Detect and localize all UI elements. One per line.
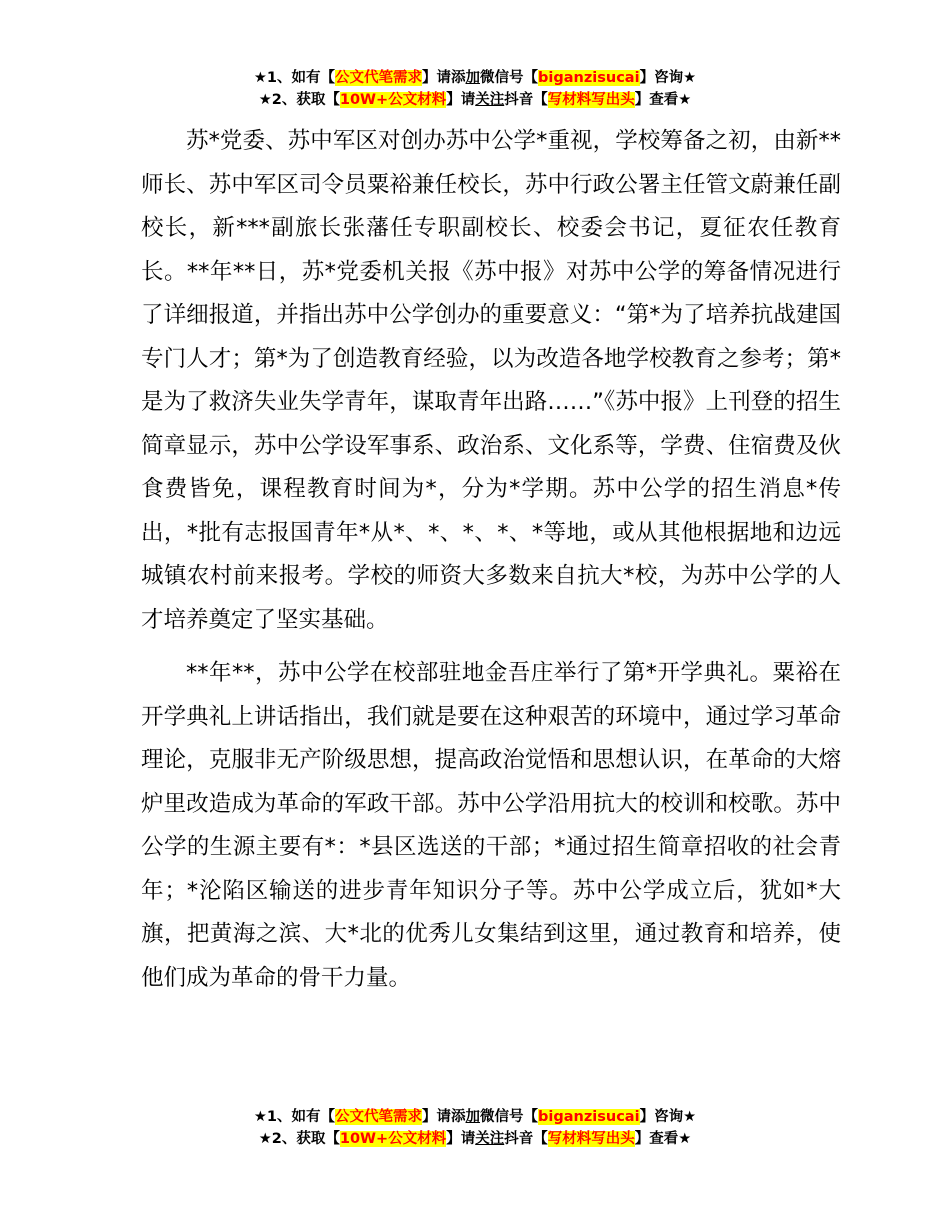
banner-underlined-text: 关注 bbox=[475, 1131, 505, 1147]
banner-highlight: 公文代笔需求 bbox=[335, 70, 423, 86]
banner-text: ★2、获取【 bbox=[258, 1131, 340, 1147]
banner-highlight: biganzisucai bbox=[538, 1109, 640, 1125]
footer-banner bbox=[0, 1106, 950, 1150]
banner-text: 微信号【 bbox=[480, 1109, 539, 1125]
banner-highlight: 写材料写出头 bbox=[547, 92, 635, 108]
banner-highlight: 10W+公文材料 bbox=[339, 92, 447, 108]
banner-text: 】请添 bbox=[422, 70, 466, 86]
banner-text: 】查看★ bbox=[634, 1131, 692, 1147]
banner-line-2 bbox=[0, 89, 950, 111]
banner-text: 】咨询★ bbox=[639, 1109, 697, 1125]
banner-underlined-text: 加 bbox=[465, 1109, 481, 1125]
banner-text: ★2、获取【 bbox=[258, 92, 340, 108]
banner-text: ★1、如有【 bbox=[253, 70, 336, 86]
banner-text: 】咨询★ bbox=[639, 70, 697, 86]
banner-text: 微信号【 bbox=[480, 70, 539, 86]
banner-text: 】请 bbox=[446, 92, 476, 108]
banner-text: 】查看★ bbox=[634, 92, 692, 108]
banner-underlined-text: 加 bbox=[465, 70, 481, 86]
banner-line-1 bbox=[0, 67, 950, 89]
header-banner bbox=[0, 67, 950, 111]
article-body bbox=[141, 120, 841, 1000]
banner-underlined-text: 关注 bbox=[475, 92, 505, 108]
banner-line-1 bbox=[0, 1106, 950, 1128]
banner-text: 】请添 bbox=[422, 1109, 466, 1125]
banner-highlight: 写材料写出头 bbox=[547, 1131, 635, 1147]
article-paragraph-1: 苏*党委、苏中军区对创办苏中公学*重视，学校筹备之初，由新**师长、苏中军区司令员粟裕兼任校长，苏中行政公署主任管文蔚兼任副校长，新***副旅长张藩任专职副校长、校委会书记，夏征农任教育长。**年**日，苏*党委机关报《苏中报》对苏中公学的筹备情况进行了详细报道，并指出苏中公学创办的重要意义：“第*为了培养抗战建国专门人才；第*为了创造教育经验，以为改造各地学校教育之参考；第*是为了救济失业失学青年，谋取青年出路……”《苏中报》上刊登的招生简章显示，苏中公学设军事系、政治系、文化系等，学费、住宿费及伙食费皆免，课程教育时间为*，分为*学期。苏中公学的招生消息*传出，*批有志报国青年*从*、*、*、*、*等地，或从其他根据地和边远城镇农村前来报考。学校的师资大多数来自抗大*校，为苏中公学的人才培养奠定了坚实基础。 bbox=[141, 128, 841, 633]
banner-highlight: 10W+公文材料 bbox=[339, 1131, 447, 1147]
article-paragraph-2: **年**，苏中公学在校部驻地金吾庄举行了第*开学典礼。粟裕在开学典礼上讲话指出，我们就是要在这种艰苦的环境中，通过学习革命理论，克服非无产阶级思想，提高政治觉悟和思想认识，在革命的大熔炉里改造成为革命的军政干部。苏中公学沿用抗大的校训和校歌。苏中公学的生源主要有*：*县区选送的干部；*通过招生简章招收的社会青年；*沦陷区输送的进步青年知识分子等。苏中公学成立后，犹如*大旗，把黄海之滨、大*北的优秀儿女集结到这里，通过教育和培养，使他们成为革命的骨干力量。 bbox=[141, 660, 841, 991]
banner-text: 】请 bbox=[446, 1131, 476, 1147]
banner-text: ★1、如有【 bbox=[253, 1109, 336, 1125]
banner-highlight: biganzisucai bbox=[538, 70, 640, 86]
banner-highlight: 公文代笔需求 bbox=[335, 1109, 423, 1125]
banner-text: 抖音【 bbox=[504, 1131, 548, 1147]
banner-line-2 bbox=[0, 1128, 950, 1150]
banner-text: 抖音【 bbox=[504, 92, 548, 108]
